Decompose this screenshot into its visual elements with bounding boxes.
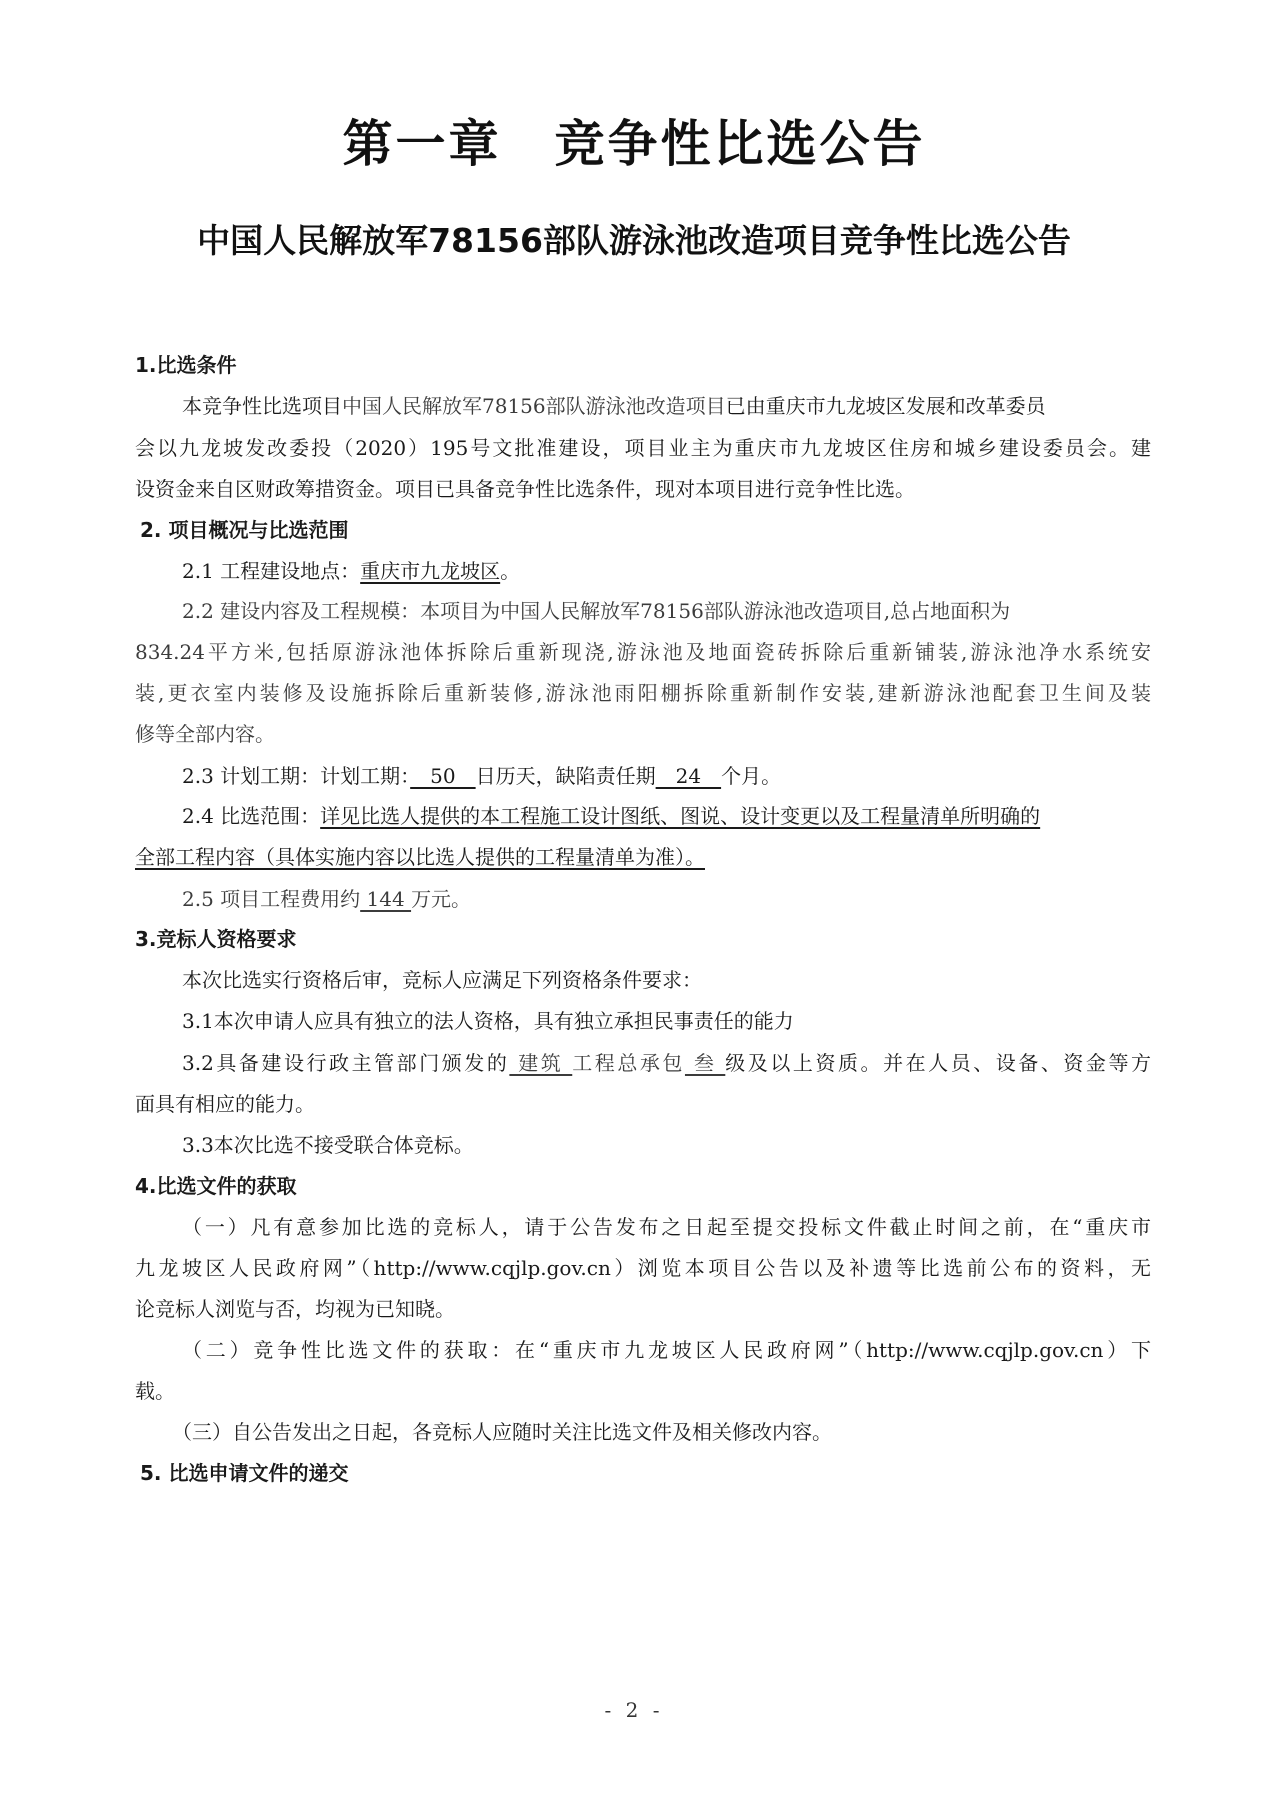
item-2-2-label: 2.2 建设内容及工程规模： <box>182 599 421 623</box>
item-2-3-label: 2.3 计划工期：计划工期： <box>182 764 411 788</box>
item-3-2-type: 建筑 <box>509 1051 573 1075</box>
item-4-2-line-1: （二）竞争性比选文件的获取：在“重庆市九龙坡区人民政府网”（http://www.cqjlp.gov.cn）下 <box>182 1338 1151 1362</box>
item-2-4-label: 2.4 比选范围： <box>182 804 321 828</box>
item-3-2-end: 级及以上资质。并在人员、设备、资金等方 <box>725 1051 1152 1075</box>
item-2-4-line-1 <box>182 801 1040 831</box>
item-4-3: （三）自公告发出之日起，各竞标人应随时关注比选文件及相关修改内容。 <box>172 1420 832 1444</box>
item-3-3: 3.3本次比选不接受联合体竞标。 <box>182 1133 474 1157</box>
item-2-2-line-3: 装,更衣室内装修及设施拆除后重新装修,游泳池雨阳棚拆除重新制作安装,建新游泳池配套卫生间及装 <box>135 681 1151 705</box>
item-2-3-text: 日历天，缺陷责任期 <box>475 764 656 788</box>
item-2-3-end: 个月。 <box>721 764 782 788</box>
item-3-1: 3.1本次申请人应具有独立的法人资格，具有独立承担民事责任的能力 <box>182 1009 794 1033</box>
item-4-1-line-1: （一）凡有意参加比选的竞标人，请于公告发布之日起至提交投标文件截止时间之前，在“重庆市 <box>182 1215 1151 1239</box>
section-1-heading: 1.比选条件 <box>135 353 237 377</box>
item-2-2-line-2: 834.24平方米,包括原游泳池体拆除后重新现浇,游泳池及地面瓷砖拆除后重新铺装,游泳池净水系统安 <box>135 640 1151 664</box>
item-2-2-line-4: 修等全部内容。 <box>135 722 275 746</box>
item-2-1 <box>182 556 520 586</box>
page-number: - 2 - <box>604 1698 664 1722</box>
section-1-line-2: 会以九龙坡发改委投（2020）195号文批准建设，项目业主为重庆市九龙坡区住房和城乡建设委员会。建 <box>135 436 1151 460</box>
section-1-line-1 <box>182 391 1046 421</box>
item-4-2-line-2: 载。 <box>135 1379 175 1403</box>
item-2-5-end: 万元。 <box>411 887 472 911</box>
item-2-3 <box>182 761 781 791</box>
section-5-heading: 5. 比选申请文件的递交 <box>140 1461 349 1485</box>
item-2-1-label: 2.1 工程建设地点： <box>182 559 361 583</box>
item-3-2-line-1 <box>182 1048 1151 1078</box>
item-4-1-line-3: 论竞标人浏览与否，均视为已知晓。 <box>135 1297 455 1321</box>
item-3-2-label: 3.2具备建设行政主管部门颁发的 <box>182 1051 510 1075</box>
item-2-3-days: 50 <box>410 764 476 788</box>
s1-project-name: 中国人民解放军78156部队游泳池改造项目 <box>342 394 726 418</box>
s1-text-c: 已由重庆市九龙坡区发展和改革委员 <box>725 394 1046 418</box>
item-2-2-line-1 <box>182 596 1010 626</box>
section-3-intro: 本次比选实行资格后审，竞标人应满足下列资格条件要求： <box>182 968 702 992</box>
s1-text-a: 本竞争性比选项目 <box>182 394 342 418</box>
section-2-heading: 2. 项目概况与比选范围 <box>140 518 349 542</box>
section-1-line-3: 设资金来自区财政筹措资金。项目已具备竞争性比选条件，现对本项目进行竞争性比选。 <box>135 477 915 501</box>
item-2-4-line-2: 全部工程内容（具体实施内容以比选人提供的工程量清单为准）。 <box>135 845 705 869</box>
item-2-2-text: 本项目为中国人民解放军78156部队游泳池改造项目,总占地面积为 <box>420 599 1011 623</box>
announcement-title: 中国人民解放军78156部队游泳池改造项目竞争性比选公告 <box>197 221 1071 260</box>
item-3-2-line-2: 面具有相应的能力。 <box>135 1092 315 1116</box>
item-2-5 <box>182 884 471 914</box>
item-4-1-line-2: 九龙坡区人民政府网”（http://www.cqjlp.gov.cn）浏览本项目公告以及补遗等比选前公布的资料，无 <box>135 1256 1151 1280</box>
section-3-heading: 3.竞标人资格要求 <box>135 927 297 951</box>
chapter-title: 第一章 竞争性比选公告 <box>342 115 926 173</box>
section-4-heading: 4.比选文件的获取 <box>135 1174 297 1198</box>
item-3-2-text: 工程总承包 <box>572 1051 685 1075</box>
item-2-1-value: 重庆市九龙坡区 <box>360 559 501 583</box>
item-2-5-label: 2.5 项目工程费用约 <box>182 887 361 911</box>
item-3-2-level: 叁 <box>684 1051 726 1075</box>
item-2-3-months: 24 <box>655 764 722 788</box>
item-2-1-end: 。 <box>500 559 521 583</box>
item-2-5-value: 144 <box>360 887 412 911</box>
item-2-4-text: 详见比选人提供的本工程施工设计图纸、图说、设计变更以及工程量清单所明确的 <box>320 804 1041 828</box>
